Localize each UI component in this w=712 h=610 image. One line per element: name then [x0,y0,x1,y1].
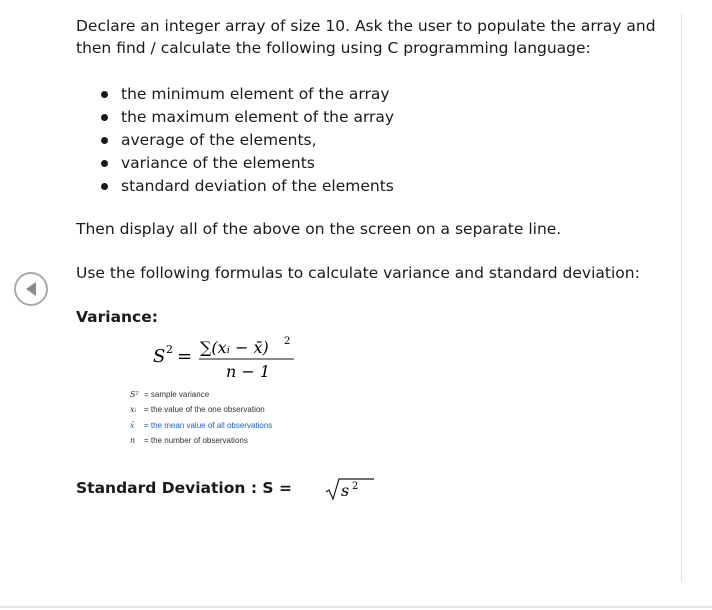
list-item [100,152,394,175]
legend-symbol: x̄ [130,421,135,430]
formula-lhs: S [153,346,166,367]
formula-numerator-exponent: 2 [284,336,291,347]
bullet-icon [101,160,108,167]
legend-text: = the value of the one observation [144,405,265,414]
list-item-text: the minimum element of the array [121,85,390,103]
previous-page-button[interactable] [14,272,48,306]
bullet-icon [101,137,108,144]
variance-heading: Variance: [76,308,158,326]
legend-row [130,404,330,415]
square-root [324,477,376,503]
formula-equals: = [177,346,193,367]
intro-line-2: then find / calculate the following using C programming language: [76,39,591,57]
display-instruction: Then display all of the above on the screen on a separate line. [76,220,562,238]
radical-sign [326,479,374,499]
legend-row [130,435,330,446]
list-item [100,106,394,129]
bullet-icon [101,114,108,121]
formula-lhs-exponent: 2 [166,343,173,356]
formula-denominator: n − 1 [226,362,271,381]
list-item [100,83,394,106]
list-item-text: standard deviation of the elements [121,177,394,195]
list-item [100,175,394,198]
std-dev-label: Standard Deviation : S = [76,479,292,497]
legend-symbol: xᵢ [130,405,137,414]
formula-numerator: ∑(xᵢ − x̄) [200,338,269,357]
legend-row [130,389,330,400]
variance-formula [150,332,310,382]
legend-text: = sample variance [144,390,210,399]
intro-line-1: Declare an integer array of size 10. Ask the user to populate the array and [76,17,656,35]
legend-text: = the mean value of all observations [144,421,273,430]
bullet-icon [101,183,108,190]
list-item-text: variance of the elements [121,154,315,172]
bullet-icon [101,91,108,98]
left-arrow-icon [26,282,36,296]
requirements-list [100,83,394,198]
list-item [100,129,394,152]
formula-instruction: Use the following formulas to calculate variance and standard deviation: [76,264,640,282]
list-item-text: average of the elements, [121,131,317,149]
legend-row [130,420,330,431]
radicand-exponent: 2 [352,481,359,492]
legend-symbol: S² [130,390,139,399]
radicand: s [341,481,350,500]
list-item-text: the maximum element of the array [121,108,395,126]
page-edge-divider [681,14,682,582]
bottom-divider [0,606,712,608]
legend-symbol: n [130,436,136,445]
legend-text: = the number of observations [144,436,248,445]
